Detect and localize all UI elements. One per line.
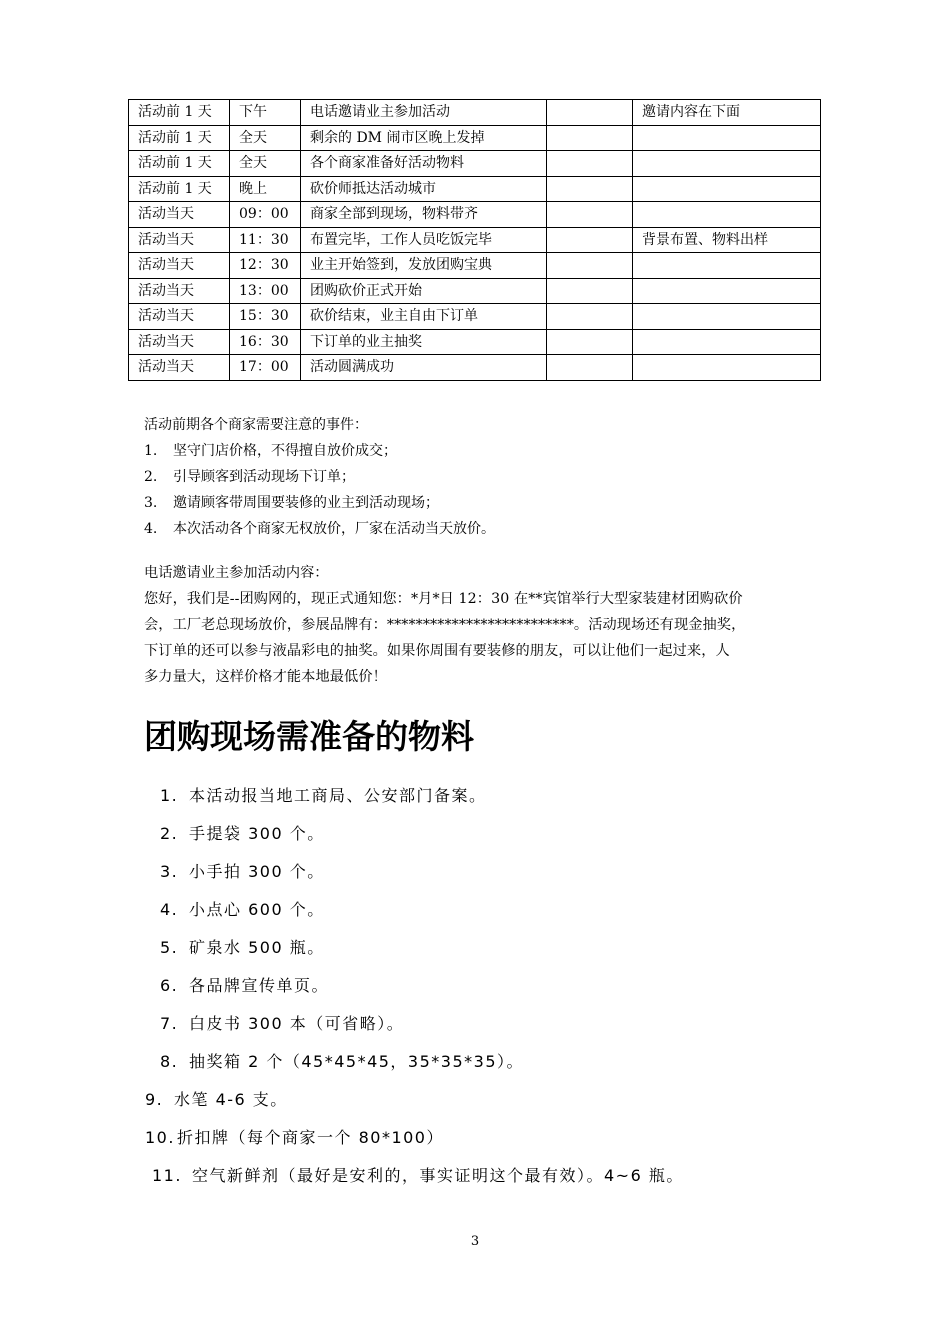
schedule-cell-blank (547, 202, 633, 228)
notes-item-number: 4. (144, 521, 158, 537)
schedule-row (129, 100, 821, 126)
materials-item-number: 1. (160, 786, 179, 805)
schedule-cell-blank (547, 176, 633, 202)
schedule-cell-blank (547, 100, 633, 126)
schedule-cell-remark (633, 151, 821, 177)
notes-item (144, 464, 824, 490)
schedule-cell-day: 活动前 1 天 (129, 125, 230, 151)
materials-item (145, 1088, 288, 1112)
page-number: 3 (470, 1234, 480, 1249)
notes-item-number: 3. (144, 495, 158, 511)
schedule-cell-time: 下午 (230, 100, 301, 126)
schedule-row (129, 355, 821, 381)
schedule-cell-blank (547, 329, 633, 355)
materials-item-number: 10. (145, 1128, 175, 1147)
schedule-row (129, 125, 821, 151)
schedule-row (129, 304, 821, 330)
schedule-cell-time: 16：30 (230, 329, 301, 355)
schedule-cell-task: 砍价师抵达活动城市 (301, 176, 547, 202)
materials-item-number: 11. (152, 1166, 182, 1185)
merchant-notes (144, 412, 824, 542)
schedule-cell-day: 活动当天 (129, 202, 230, 228)
materials-item-number: 6. (160, 976, 179, 995)
notes-item-text: 引导顾客到活动现场下订单； (173, 469, 355, 485)
schedule-cell-task: 砍价结束，业主自由下订单 (301, 304, 547, 330)
materials-item-text: 水笔 4-6 支。 (174, 1090, 288, 1109)
materials-item-text: 手提袋 300 个。 (189, 824, 325, 843)
materials-item (160, 936, 325, 960)
materials-item-number: 7. (160, 1014, 179, 1033)
materials-item (160, 974, 329, 998)
schedule-cell-remark: 邀请内容在下面 (633, 100, 821, 126)
materials-item-text: 矿泉水 500 瓶。 (189, 938, 325, 957)
materials-item (160, 1050, 524, 1074)
materials-item (160, 1012, 404, 1036)
notes-item-number: 2. (144, 469, 158, 485)
schedule-row (129, 151, 821, 177)
schedule-cell-time: 17：00 (230, 355, 301, 381)
materials-item (160, 860, 325, 884)
materials-item-text: 白皮书 300 本（可省略）。 (189, 1014, 405, 1033)
materials-item-text: 折扣牌（每个商家一个 80*100） (177, 1128, 444, 1147)
schedule-cell-blank (547, 355, 633, 381)
invitation-paragraph (144, 586, 812, 690)
schedule-cell-remark (633, 125, 821, 151)
materials-item (160, 784, 487, 808)
invitation-title: 电话邀请业主参加活动内容： (144, 565, 329, 581)
notes-item (144, 490, 824, 516)
materials-heading: 团购现场需准备的物料 (144, 717, 474, 756)
schedule-cell-day: 活动当天 (129, 278, 230, 304)
schedule-row (129, 176, 821, 202)
schedule-table (128, 99, 821, 381)
schedule-cell-day: 活动当天 (129, 355, 230, 381)
schedule-cell-blank (547, 125, 633, 151)
schedule-cell-task: 布置完毕，工作人员吃饭完毕 (301, 227, 547, 253)
invitation-line: 会，工厂老总现场放价，参展品牌有：**************************。活动现场还有现金抽奖， (144, 617, 746, 633)
invitation-line: 您好，我们是--团购网的，现正式通知您：*月*日 12：30 在**宾馆举行大型家装建材团购砍价 (144, 591, 743, 607)
schedule-cell-blank (547, 253, 633, 279)
materials-item (160, 822, 325, 846)
materials-item-text: 本活动报当地工商局、公安部门备案。 (189, 786, 487, 805)
schedule-cell-task: 活动圆满成功 (301, 355, 547, 381)
schedule-cell-blank (547, 304, 633, 330)
schedule-cell-time: 13：00 (230, 278, 301, 304)
notes-item-number: 1. (144, 443, 158, 459)
schedule-table-body (129, 100, 821, 381)
schedule-cell-day: 活动当天 (129, 227, 230, 253)
materials-item-text: 各品牌宣传单页。 (189, 976, 330, 995)
schedule-cell-day: 活动前 1 天 (129, 151, 230, 177)
invitation-line: 多力量大，这样价格才能本地最低价！ (144, 669, 387, 685)
materials-item (145, 1126, 444, 1150)
materials-item-text: 空气新鲜剂（最好是安利的，事实证明这个最有效）。4~6 瓶。 (192, 1166, 684, 1185)
schedule-row (129, 329, 821, 355)
schedule-cell-remark (633, 202, 821, 228)
schedule-cell-task: 各个商家准备好活动物料 (301, 151, 547, 177)
schedule-cell-blank (547, 227, 633, 253)
materials-item-text: 小手拍 300 个。 (189, 862, 325, 881)
schedule-cell-day: 活动当天 (129, 329, 230, 355)
notes-item-text: 坚守门店价格，不得擅自放价成交； (173, 443, 397, 459)
materials-item-number: 4. (160, 900, 179, 919)
notes-item-text: 邀请顾客带周围要装修的业主到活动现场； (173, 495, 439, 511)
schedule-cell-day: 活动当天 (129, 304, 230, 330)
schedule-row (129, 227, 821, 253)
schedule-cell-day: 活动前 1 天 (129, 176, 230, 202)
schedule-cell-task: 商家全部到现场，物料带齐 (301, 202, 547, 228)
schedule-cell-task: 下订单的业主抽奖 (301, 329, 547, 355)
materials-item-number: 8. (160, 1052, 179, 1071)
schedule-row (129, 202, 821, 228)
schedule-cell-time: 全天 (230, 125, 301, 151)
schedule-cell-remark (633, 278, 821, 304)
invitation-script (144, 560, 812, 690)
schedule-cell-day: 活动当天 (129, 253, 230, 279)
notes-item (144, 516, 824, 542)
schedule-cell-day: 活动前 1 天 (129, 100, 230, 126)
materials-item-number: 3. (160, 862, 179, 881)
schedule-cell-remark (633, 329, 821, 355)
schedule-cell-time: 全天 (230, 151, 301, 177)
materials-item (160, 898, 325, 922)
schedule-cell-remark: 背景布置、物料出样 (633, 227, 821, 253)
materials-item-text: 小点心 600 个。 (189, 900, 325, 919)
notes-item (144, 438, 824, 464)
materials-item (152, 1164, 684, 1188)
notes-item-text: 本次活动各个商家无权放价，厂家在活动当天放价。 (173, 521, 495, 537)
schedule-cell-time: 11：30 (230, 227, 301, 253)
materials-item-number: 2. (160, 824, 179, 843)
materials-item-number: 5. (160, 938, 179, 957)
schedule-cell-remark (633, 176, 821, 202)
materials-item-number: 9. (145, 1090, 164, 1109)
schedule-cell-time: 09：00 (230, 202, 301, 228)
schedule-cell-blank (547, 278, 633, 304)
schedule-row (129, 278, 821, 304)
schedule-cell-task: 剩余的 DM 闹市区晚上发掉 (301, 125, 547, 151)
materials-item-text: 抽奖箱 2 个（45*45*45，35*35*35）。 (189, 1052, 525, 1071)
schedule-cell-remark (633, 304, 821, 330)
schedule-cell-task: 业主开始签到，发放团购宝典 (301, 253, 547, 279)
schedule-cell-task: 电话邀请业主参加活动 (301, 100, 547, 126)
schedule-cell-task: 团购砍价正式开始 (301, 278, 547, 304)
schedule-cell-blank (547, 151, 633, 177)
schedule-cell-time: 12：30 (230, 253, 301, 279)
notes-title: 活动前期各个商家需要注意的事件： (144, 417, 368, 433)
schedule-row (129, 253, 821, 279)
schedule-cell-remark (633, 253, 821, 279)
schedule-cell-time: 15：30 (230, 304, 301, 330)
schedule-cell-remark (633, 355, 821, 381)
schedule-cell-time: 晚上 (230, 176, 301, 202)
invitation-line: 下订单的还可以参与液晶彩电的抽奖。如果你周围有要装修的朋友，可以让他们一起过来，人 (144, 643, 730, 659)
